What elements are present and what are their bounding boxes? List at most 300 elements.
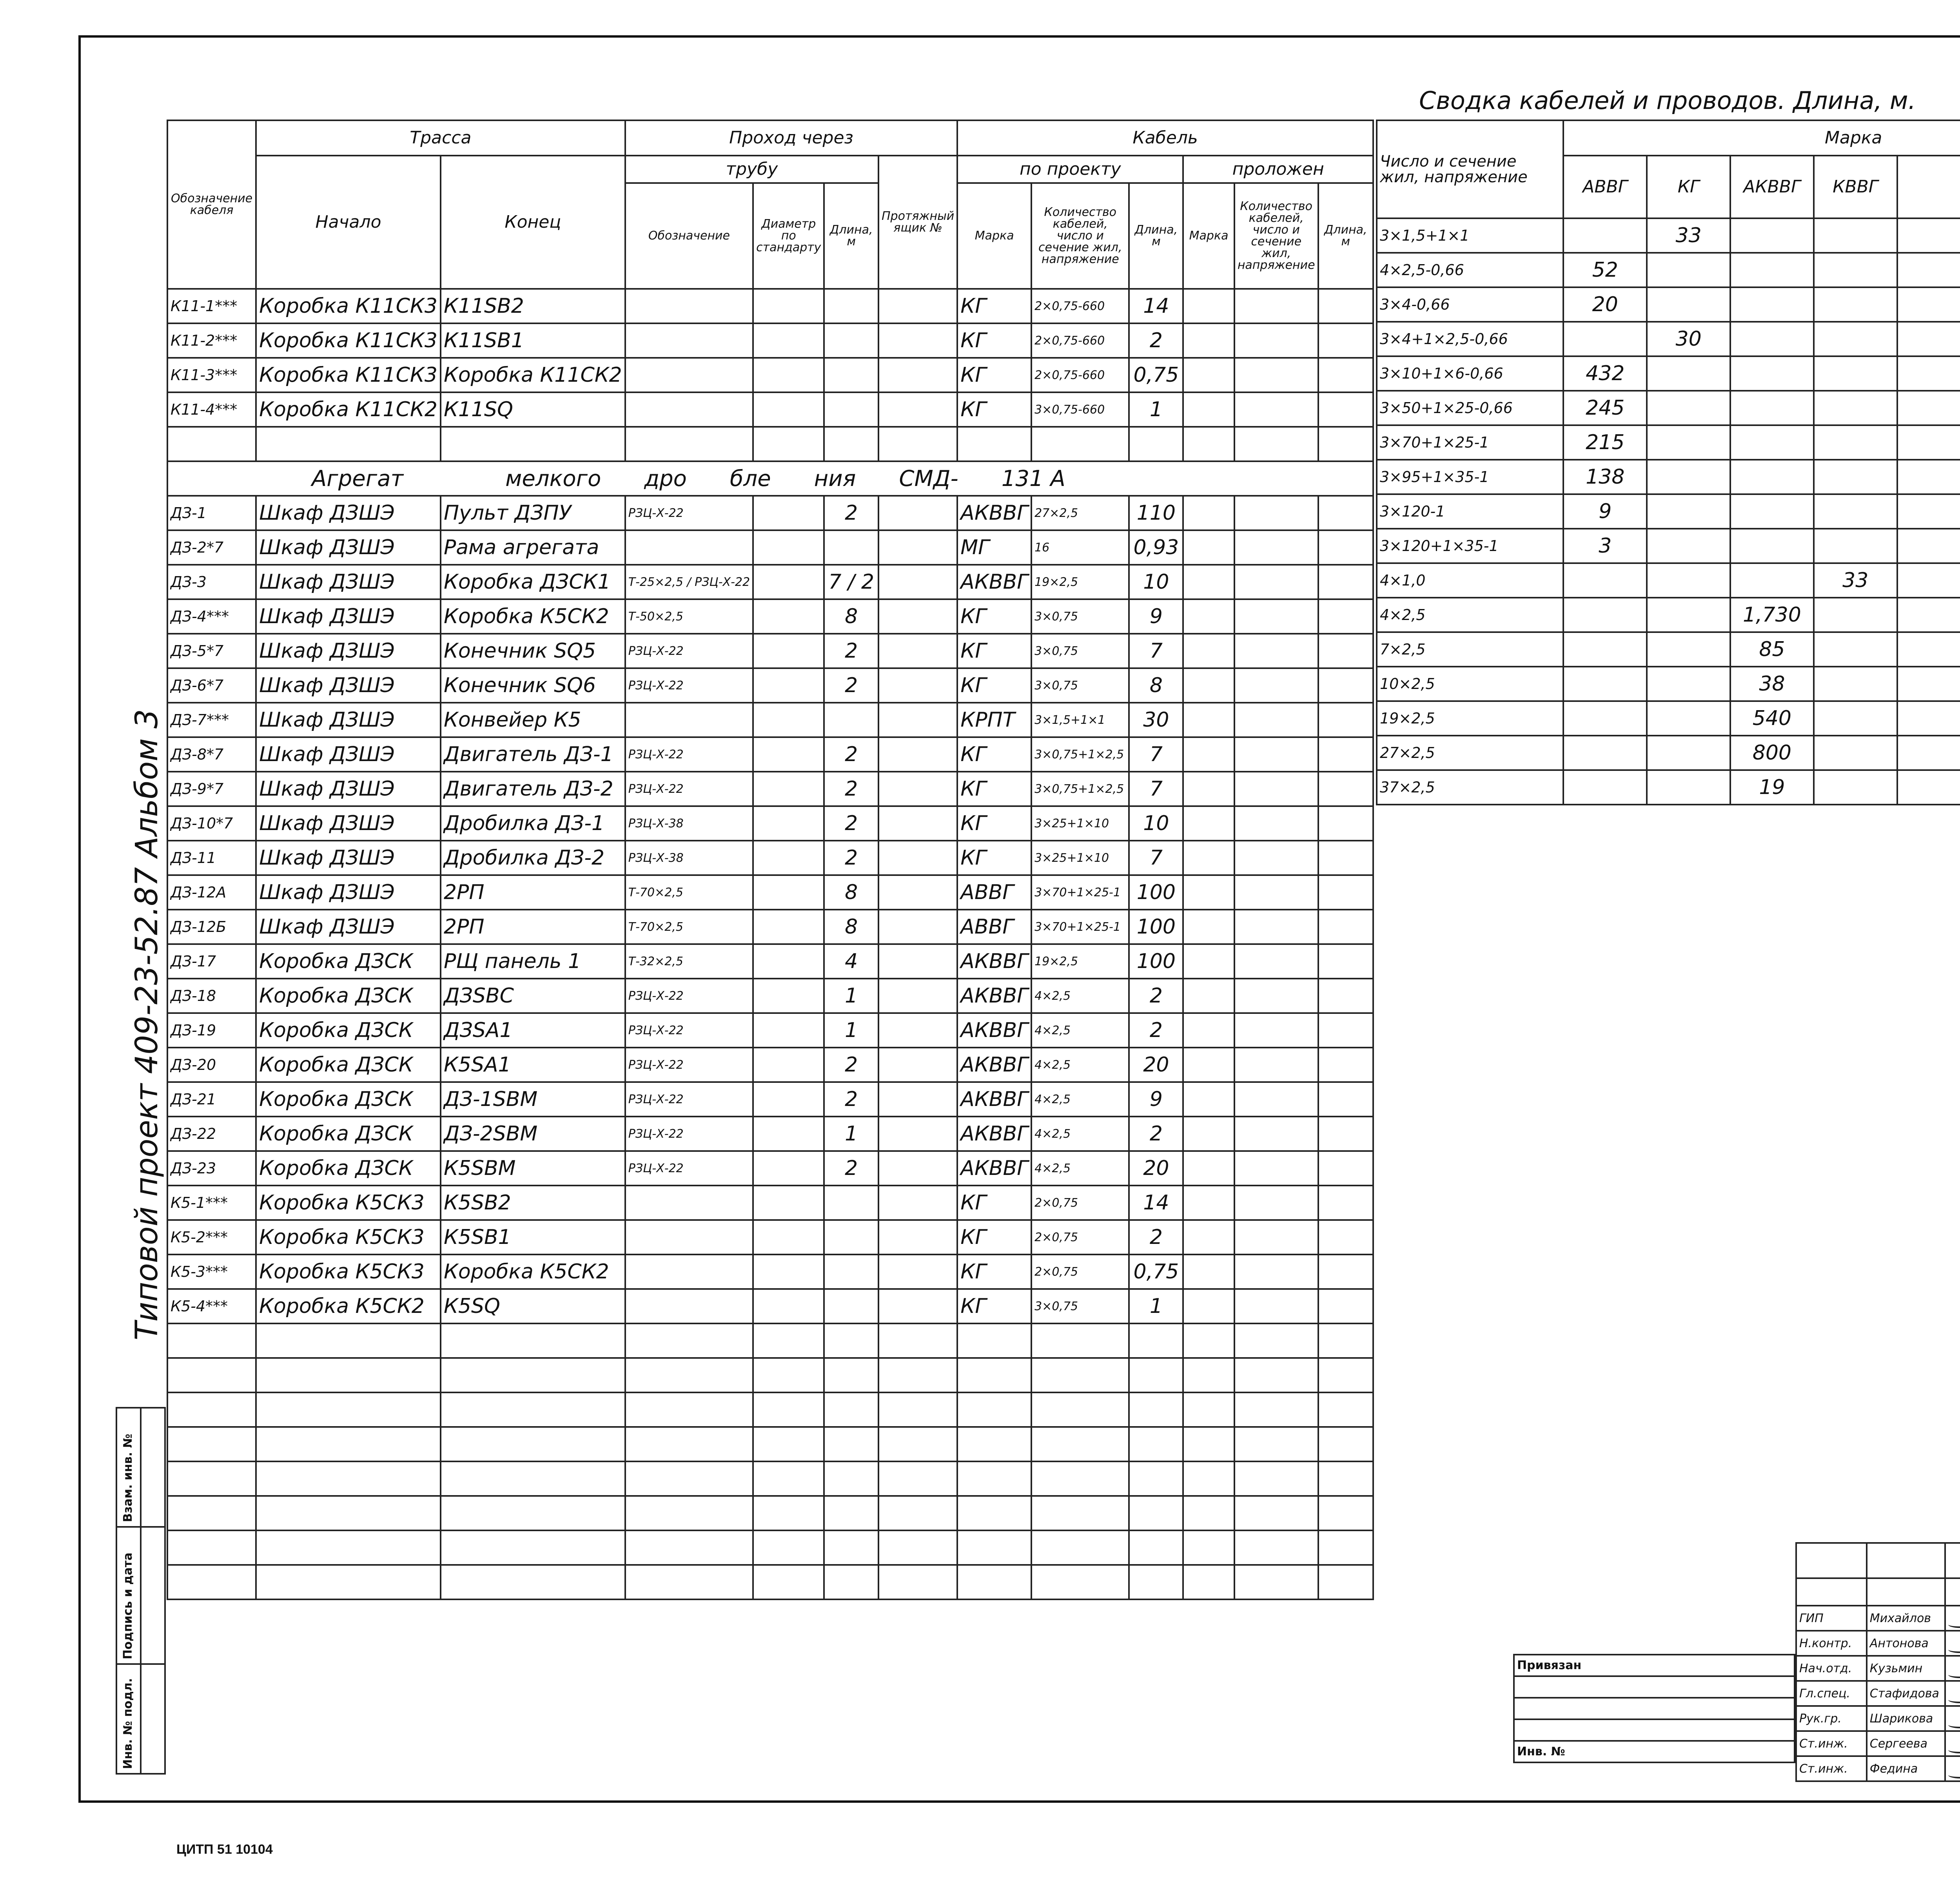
brand-value [1647, 701, 1730, 736]
cell-pipe: РЗЦ-Х-22 [625, 1117, 753, 1151]
cell-end: К5SВ1 [441, 1220, 625, 1254]
cell-end: Конечник SQ5 [441, 634, 625, 668]
table-row [167, 1220, 1373, 1254]
role: Рук.гр. [1796, 1706, 1867, 1731]
cell-len: 14 [1129, 289, 1183, 323]
signature [1948, 1711, 1960, 1728]
cell-end: К5SQ [441, 1289, 625, 1323]
cell-laid [1234, 530, 1318, 565]
cell-laid [1234, 1220, 1318, 1254]
summary-row [1377, 632, 1960, 667]
cell-mark: КГ [957, 323, 1031, 358]
cell-box [878, 634, 957, 668]
cell-plen: 2 [824, 841, 878, 875]
spec-cell: 3×4-0,66 [1377, 287, 1563, 322]
table-row [167, 910, 1373, 944]
cell-laid [1234, 806, 1318, 841]
cell-dia [753, 910, 824, 944]
cell-len: 0,75 [1129, 358, 1183, 392]
role-name: Федина [1867, 1756, 1945, 1781]
table-row [167, 1013, 1373, 1048]
summary-row [1377, 563, 1960, 598]
cell-id: ДЗ-9*7 [167, 772, 256, 806]
cell-pipe [625, 392, 753, 427]
cell-start: Шкаф ДЗШЭ [256, 841, 441, 875]
cell-len: 7 [1129, 772, 1183, 806]
summary-row [1377, 667, 1960, 701]
brand-value [1647, 770, 1730, 805]
privyazan-block [1513, 1654, 1795, 1763]
cell-empty [824, 1496, 878, 1530]
brand-value [1814, 460, 1897, 494]
table-row [167, 806, 1373, 841]
cell-empty [1183, 1323, 1234, 1358]
cell-start: Коробка К11СК3 [256, 323, 441, 358]
cell-laid [1183, 323, 1234, 358]
spec-cell: 7×2,5 [1377, 632, 1563, 667]
table-row [167, 772, 1373, 806]
role-name: Стафидова [1867, 1681, 1945, 1706]
cell-end: К11SВ2 [441, 289, 625, 323]
cell-laid [1318, 737, 1373, 772]
brand-value [1814, 770, 1897, 805]
brand-value [1647, 667, 1730, 701]
cell-box [878, 565, 957, 599]
brand-value [1814, 701, 1897, 736]
cell-start: Коробка ДЗСК [256, 1151, 441, 1186]
cell-start: Коробка ДЗСК [256, 1117, 441, 1151]
cell-laid [1318, 1117, 1373, 1151]
aggregate-word: Агрегат [312, 466, 404, 491]
brand-value: 245 [1563, 391, 1647, 425]
cell-empty [256, 1392, 441, 1427]
cell-start: Шкаф ДЗШЭ [256, 530, 441, 565]
cell-id: ДЗ-19 [167, 1013, 256, 1048]
brand-value [1897, 563, 1960, 598]
cell-id: ДЗ-22 [167, 1117, 256, 1151]
cell-laid [1318, 1186, 1373, 1220]
cell-laid [1318, 772, 1373, 806]
cell-empty [256, 1323, 441, 1358]
cell-start: Коробка К11СК2 [256, 392, 441, 427]
cell-laid [1234, 1151, 1318, 1186]
cell-end: Коробка К5СК2 [441, 1254, 625, 1289]
cell-end: К5SВМ [441, 1151, 625, 1186]
cell-laid [1183, 737, 1234, 772]
brand-header: АВВГ [1563, 156, 1647, 218]
cell-id: ДЗ-4*** [167, 599, 256, 634]
cell-mark: АКВВГ [957, 944, 1031, 979]
cell-dia [753, 530, 824, 565]
cell-box [878, 1254, 957, 1289]
cable-journal-table [167, 120, 1374, 1600]
spec-cell: 10×2,5 [1377, 667, 1563, 701]
cell-pipe: РЗЦ-Х-22 [625, 634, 753, 668]
col-laid: проложен [1183, 156, 1373, 183]
cell-end: ДЗ-1SВМ [441, 1082, 625, 1117]
brand-value [1647, 563, 1730, 598]
spec-cell: 19×2,5 [1377, 701, 1563, 736]
cell-box [878, 668, 957, 703]
cell-mark: КГ [957, 1186, 1031, 1220]
cell-id: К11-1*** [167, 289, 256, 323]
signature [1948, 1611, 1960, 1628]
spec-cell: 3×95+1×35-1 [1377, 460, 1563, 494]
col-box: Протяжный ящик № [878, 156, 957, 289]
cell-start: Шкаф ДЗШЭ [256, 668, 441, 703]
cell-mark: КГ [957, 634, 1031, 668]
cell-empty [957, 1496, 1031, 1530]
cell-empty [824, 1461, 878, 1496]
cell-laid [1183, 530, 1234, 565]
cell-id: ДЗ-11 [167, 841, 256, 875]
aggregate-word: мелкого [505, 466, 601, 491]
spec-cell: 4×2,5-0,66 [1377, 253, 1563, 287]
brand-value [1897, 529, 1960, 563]
cell-dia [753, 427, 824, 461]
cell-laid [1234, 323, 1318, 358]
brand-value [1563, 632, 1647, 667]
table-row [167, 1427, 1373, 1461]
cell-empty [1183, 1530, 1234, 1565]
cell-len: 20 [1129, 1048, 1183, 1082]
brand-value [1814, 356, 1897, 391]
cell-empty [441, 1392, 625, 1427]
cell-pipe: РЗЦ-Х-22 [625, 1013, 753, 1048]
cell-mark: АКВВГ [957, 565, 1031, 599]
cell-mark: АВВГ [957, 875, 1031, 910]
cell-id: К5-3*** [167, 1254, 256, 1289]
role-name: Кузьмин [1867, 1656, 1945, 1681]
cell-box [878, 772, 957, 806]
cell-box [878, 1186, 957, 1220]
cell-laid [1234, 565, 1318, 599]
cell-section: 2×0,75-660 [1031, 323, 1129, 358]
cell-section: 4×2,5 [1031, 979, 1129, 1013]
cell-id: ДЗ-17 [167, 944, 256, 979]
cell-laid [1234, 634, 1318, 668]
cell-empty [625, 1496, 753, 1530]
cell-id: К11-3*** [167, 358, 256, 392]
col-designation: Обозначение кабеля [167, 120, 256, 289]
cell-laid [1183, 806, 1234, 841]
cell-start: Шкаф ДЗШЭ [256, 496, 441, 530]
cell-start: Коробка ДЗСК [256, 1048, 441, 1082]
cell-laid [1318, 427, 1373, 461]
cell-laid [1234, 910, 1318, 944]
brand-value [1897, 598, 1960, 632]
cell-len: 2 [1129, 1013, 1183, 1048]
cell-box [878, 1220, 957, 1254]
cell-laid [1318, 1013, 1373, 1048]
table-row [167, 461, 1373, 496]
cell-pipe [625, 427, 753, 461]
cell-laid [1234, 1082, 1318, 1117]
cell-len: 2 [1129, 1220, 1183, 1254]
brand-value [1730, 322, 1814, 356]
brand-value [1730, 460, 1814, 494]
cell-dia [753, 1254, 824, 1289]
cell-dia [753, 634, 824, 668]
cell-laid [1318, 1048, 1373, 1082]
table-row [167, 979, 1373, 1013]
summary-row [1377, 287, 1960, 322]
cell-pipe: Т-25×2,5 / РЗЦ-Х-22 [625, 565, 753, 599]
col-marka: Марка [1563, 120, 1960, 156]
cell-start: Шкаф ДЗШЭ [256, 806, 441, 841]
brand-value [1647, 632, 1730, 667]
cell-plen [824, 1289, 878, 1323]
cell-pipe: РЗЦ-Х-22 [625, 772, 753, 806]
cell-laid [1318, 565, 1373, 599]
cell-mark: АКВВГ [957, 1151, 1031, 1186]
cell-empty [1318, 1496, 1373, 1530]
cell-dia [753, 979, 824, 1013]
cell-laid [1183, 668, 1234, 703]
cell-len: 14 [1129, 1186, 1183, 1220]
cell-dia [753, 496, 824, 530]
spec-cell: 3×1,5+1×1 [1377, 218, 1563, 253]
cell-id: К5-4*** [167, 1289, 256, 1323]
cell-empty [1234, 1358, 1318, 1392]
brand-value: 33 [1814, 563, 1897, 598]
table-row [167, 565, 1373, 599]
table-row [167, 323, 1373, 358]
cell-len: 10 [1129, 806, 1183, 841]
brand-value [1730, 391, 1814, 425]
cell-dia [753, 806, 824, 841]
table-row [167, 289, 1373, 323]
cell-mark: КГ [957, 1254, 1031, 1289]
spec-cell: 27×2,5 [1377, 736, 1563, 770]
role-name: Михайлов [1867, 1606, 1945, 1631]
cell-box [878, 841, 957, 875]
brand-value [1897, 425, 1960, 460]
cell-laid [1318, 1151, 1373, 1186]
cell-laid [1318, 668, 1373, 703]
cell-start: Коробка К5СК3 [256, 1186, 441, 1220]
cell-empty [256, 1496, 441, 1530]
cell-pipe: РЗЦ-Х-22 [625, 1082, 753, 1117]
cell-start: Шкаф ДЗШЭ [256, 875, 441, 910]
cell-dia [753, 841, 824, 875]
cell-empty [1031, 1427, 1129, 1461]
table-row [167, 668, 1373, 703]
cell-mark: КГ [957, 806, 1031, 841]
brand-value: 20 [1563, 287, 1647, 322]
cell-section: 3×1,5+1×1 [1031, 703, 1129, 737]
cell-empty [878, 1461, 957, 1496]
cell-len: 0,75 [1129, 1254, 1183, 1289]
cell-start: Шкаф ДЗШЭ [256, 703, 441, 737]
brand-value [1814, 287, 1897, 322]
aggregate-word: бле [730, 466, 771, 491]
cell-plen [824, 323, 878, 358]
cell-len: 1 [1129, 392, 1183, 427]
cell-box [878, 806, 957, 841]
cell-end: Дробилка ДЗ-1 [441, 806, 625, 841]
cell-pipe [625, 1220, 753, 1254]
cell-pipe [625, 1289, 753, 1323]
cell-end: ДЗSВС [441, 979, 625, 1013]
cell-laid [1318, 496, 1373, 530]
cell-box [878, 289, 957, 323]
cell-box [878, 1082, 957, 1117]
col-spec: Число и сечение жил, напряжение [1377, 120, 1563, 218]
cell-empty [753, 1461, 824, 1496]
cell-end: РЩ панель 1 [441, 944, 625, 979]
cell-empty [1183, 1496, 1234, 1530]
cell-laid [1318, 1082, 1373, 1117]
cell-start: Шкаф ДЗШЭ [256, 565, 441, 599]
table-row [167, 1254, 1373, 1289]
cell-laid [1318, 1289, 1373, 1323]
cell-empty [167, 1427, 256, 1461]
summary-row [1377, 598, 1960, 632]
inv-label: Инв. № [1514, 1741, 1795, 1762]
cell-empty [753, 1392, 824, 1427]
brand-value [1563, 770, 1647, 805]
cell-len: 110 [1129, 496, 1183, 530]
cell-box [878, 1289, 957, 1323]
cell-len: 2 [1129, 323, 1183, 358]
cell-mark: КРПТ [957, 703, 1031, 737]
cell-plen: 2 [824, 806, 878, 841]
cell-mark: АКВВГ [957, 1082, 1031, 1117]
cell-empty [441, 1358, 625, 1392]
table-row [167, 1186, 1373, 1220]
cell-pipe: РЗЦ-Х-22 [625, 1048, 753, 1082]
cell-box [878, 1048, 957, 1082]
col-pipe-diameter: Диаметр по стандарту [753, 183, 824, 289]
cell-empty [167, 1358, 256, 1392]
cell-empty [1129, 1358, 1183, 1392]
cell-start: Шкаф ДЗШЭ [256, 910, 441, 944]
footer-left: ЦИТП 51 10104 [176, 1842, 273, 1857]
table-row [167, 1496, 1373, 1530]
brand-value [1563, 701, 1647, 736]
cell-mark: КГ [957, 1220, 1031, 1254]
cell-laid [1183, 1048, 1234, 1082]
brand-value [1730, 425, 1814, 460]
cell-empty [753, 1530, 824, 1565]
cell-dia [753, 668, 824, 703]
cell-box [878, 1117, 957, 1151]
cell-len: 7 [1129, 634, 1183, 668]
cell-section: 3×0,75+1×2,5 [1031, 772, 1129, 806]
cell-laid [1183, 496, 1234, 530]
table-row [167, 703, 1373, 737]
cell-laid [1183, 634, 1234, 668]
table-row [167, 1048, 1373, 1082]
cell-id: К11-2*** [167, 323, 256, 358]
cell-start: Коробка ДЗСК [256, 1082, 441, 1117]
aggregate-word: дро [644, 466, 687, 491]
cell-mark: КГ [957, 841, 1031, 875]
table-row [167, 1461, 1373, 1496]
cell-empty [957, 1461, 1031, 1496]
signature [1948, 1686, 1960, 1703]
table-row [167, 427, 1373, 461]
cell-plen: 1 [824, 1117, 878, 1151]
brand-value [1647, 425, 1730, 460]
cell-end: ДЗ-2SВМ [441, 1117, 625, 1151]
summary-row [1377, 322, 1960, 356]
cell-len: 10 [1129, 565, 1183, 599]
summary-row [1377, 218, 1960, 253]
cell-laid [1318, 703, 1373, 737]
cell-mark: АКВВГ [957, 1048, 1031, 1082]
brand-value: 33 [1647, 218, 1730, 253]
cell-laid [1183, 599, 1234, 634]
cell-empty [753, 1565, 824, 1599]
table-row [167, 1289, 1373, 1323]
cell-empty [824, 1323, 878, 1358]
cell-empty [824, 1530, 878, 1565]
brand-value [1647, 529, 1730, 563]
cell-empty [256, 1461, 441, 1496]
cell-empty [1183, 1461, 1234, 1496]
table-row [167, 1530, 1373, 1565]
cell-plen [824, 289, 878, 323]
cell-section: 4×2,5 [1031, 1048, 1129, 1082]
signature [1948, 1736, 1960, 1753]
cell-plen: 2 [824, 668, 878, 703]
cell-laid [1183, 979, 1234, 1013]
spec-cell: 3×70+1×25-1 [1377, 425, 1563, 460]
cell-laid [1183, 427, 1234, 461]
cell-empty [1183, 1565, 1234, 1599]
cell-laid [1234, 1117, 1318, 1151]
cell-box [878, 496, 957, 530]
cell-start: Коробка ДЗСК [256, 944, 441, 979]
cell-pipe [625, 323, 753, 358]
cell-box [878, 1013, 957, 1048]
brand-value [1730, 494, 1814, 529]
cell-mark: КГ [957, 392, 1031, 427]
summary-row [1377, 356, 1960, 391]
cell-laid [1183, 1220, 1234, 1254]
cell-pipe: Т-70×2,5 [625, 875, 753, 910]
cell-empty [957, 1565, 1031, 1599]
brand-value [1647, 253, 1730, 287]
cell-empty [824, 1358, 878, 1392]
cell-box [878, 944, 957, 979]
cell-id: ДЗ-2*7 [167, 530, 256, 565]
cell-laid [1234, 841, 1318, 875]
cell-section: 19×2,5 [1031, 565, 1129, 599]
cell-empty [1031, 1496, 1129, 1530]
cell-section: 2×0,75 [1031, 1220, 1129, 1254]
brand-value [1897, 667, 1960, 701]
cell-empty [957, 1530, 1031, 1565]
cell-mark: АКВВГ [957, 1013, 1031, 1048]
cell-end: Конечник SQ6 [441, 668, 625, 703]
cell-laid [1234, 599, 1318, 634]
cell-end: 2РП [441, 875, 625, 910]
cell-end [441, 427, 625, 461]
col-passage: Проход через [625, 120, 958, 156]
cell-section: 16 [1031, 530, 1129, 565]
cell-laid [1318, 875, 1373, 910]
cell-laid [1183, 289, 1234, 323]
cell-start: Коробка К5СК2 [256, 1289, 441, 1323]
aggregate-word: ния [814, 466, 856, 491]
cell-laid [1318, 979, 1373, 1013]
brand-value [1563, 218, 1647, 253]
cell-empty [625, 1323, 753, 1358]
summary-row [1377, 391, 1960, 425]
